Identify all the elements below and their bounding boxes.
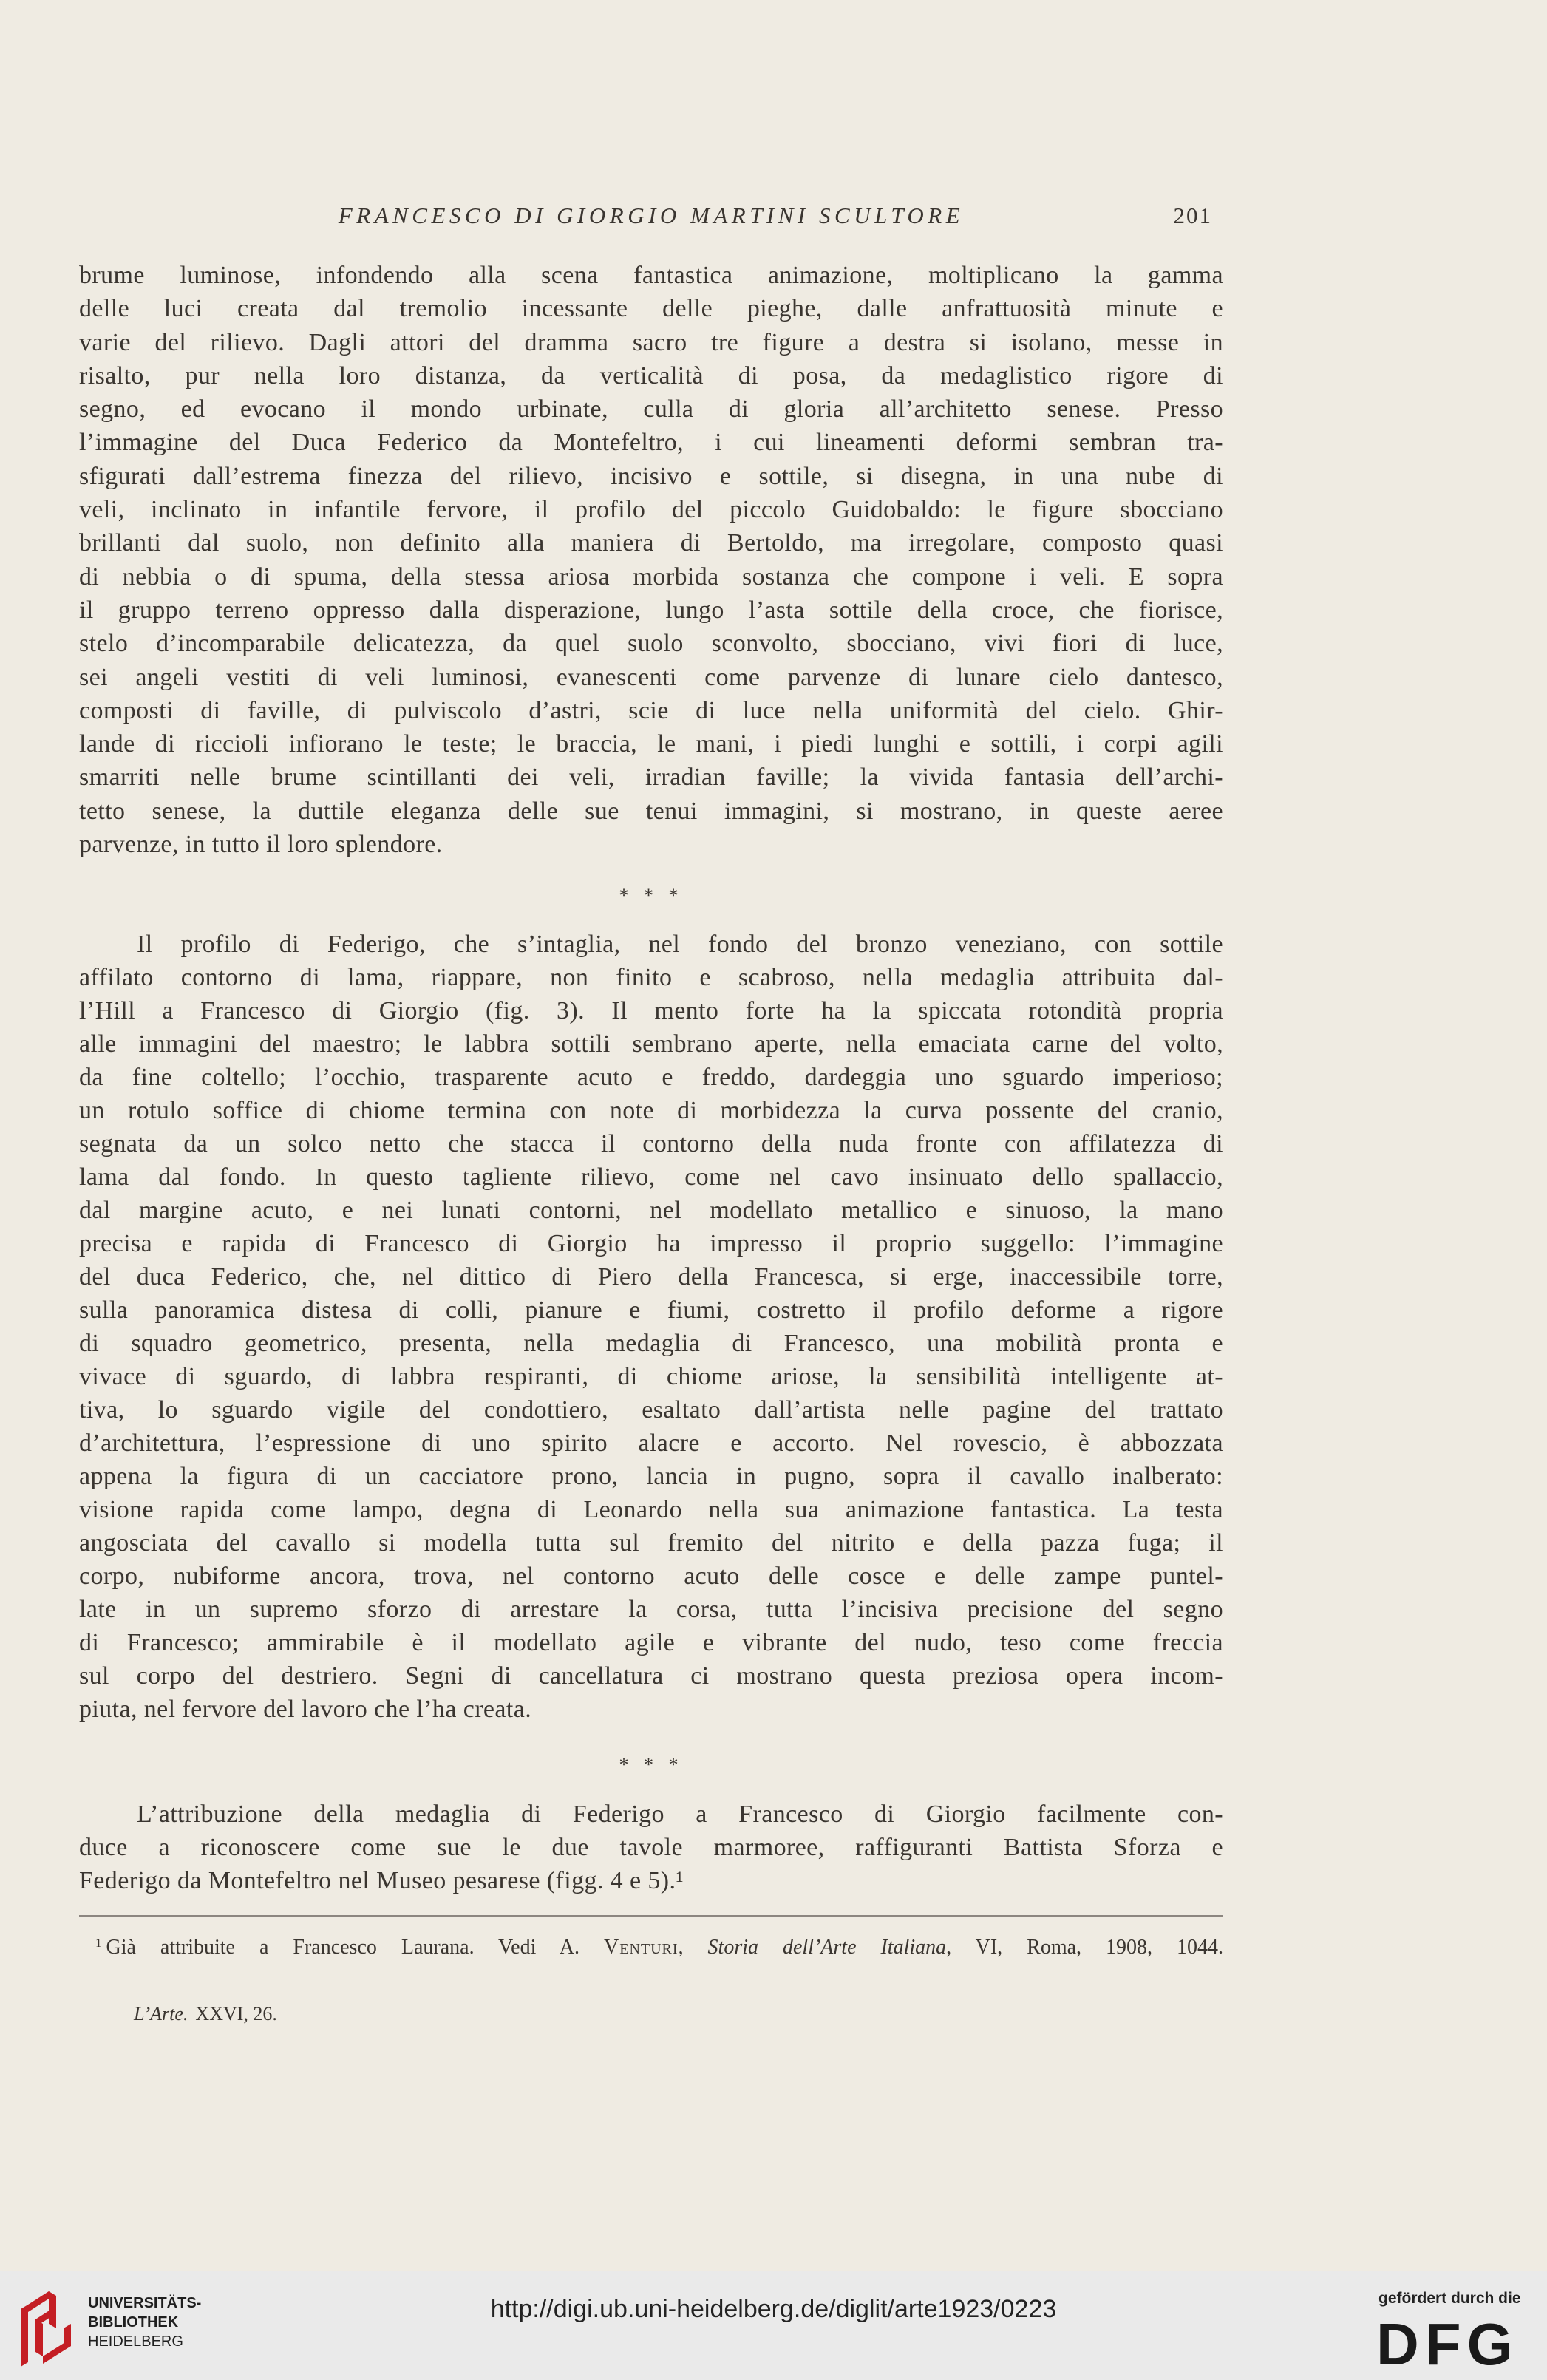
text-line: Il profilo di Federigo, che s’intaglia, nel fondo del bronzo veneziano, con sottile	[137, 931, 1223, 958]
text-line: lande di riccioli infiorano le teste; le braccia, le mani, i piedi lunghi e sottili, i corpi agili	[79, 730, 1223, 758]
text-line: sulla panoramica distesa di colli, pianure e fiumi, costretto il profilo deforme a rigore	[79, 1296, 1223, 1324]
footnote-text: Già attribuite a Francesco Laurana. Vedi A.	[106, 1936, 605, 1959]
text-line: parvenze, in tutto il loro splendore.	[79, 831, 443, 859]
footnote-author: Venturi	[604, 1936, 679, 1959]
text-line: L’attribuzione della medaglia di Federigo a Francesco di Giorgio facilmente con-	[137, 1801, 1223, 1828]
library-name-line: UNIVERSITÄTS-	[88, 2295, 202, 2311]
footnote-rule	[79, 1915, 1223, 1917]
text-line: del duca Federico, che, nel dittico di Piero della Francesca, si erge, inaccessibile torre,	[79, 1263, 1223, 1291]
text-line: angosciata del cavallo si modella tutta sul fremito del nitrito e della pazza fuga; il	[79, 1529, 1223, 1557]
text-line: segnata da un solco netto che stacca il contorno della nuda fronte con affilatezza di	[79, 1130, 1223, 1157]
footnote-marker: 1	[95, 1936, 102, 1950]
paragraph	[79, 928, 1223, 1726]
text-line: di Francesco; ammirabile è il modellato agile e vibrante del nudo, teso come freccia	[79, 1629, 1223, 1656]
text-line: sfigurati dall’estrema finezza del rilievo, incisivo e sottile, si disegna, in una nube di	[79, 462, 1223, 490]
text-line: composti di faville, di pulviscolo d’astri, scie di luce nella uniformità del cielo. Ghir-	[79, 696, 1223, 724]
text-line: il gruppo terreno oppresso dalla disperazione, lungo l’asta sottile della croce, che fiorisce,	[79, 596, 1223, 624]
text-line: risalto, pur nella loro distanza, da verticalità di posa, da medaglistico rigore di	[79, 361, 1223, 390]
text-line: delle luci creata dal tremolio incessante delle pieghe, dalle anfrattuosità minute e	[79, 295, 1223, 323]
text-line: segno, ed evocano il mondo urbinate, culla di gloria all’architetto senese. Presso	[79, 395, 1223, 424]
text-line: Federigo da Montefeltro nel Museo pesarese (figg. 4 e 5).¹	[79, 1867, 684, 1894]
permalink-url[interactable]: http://digi.ub.uni-heidelberg.de/diglit/arte1923/0223	[490, 2295, 1057, 2323]
journal-name: L’Arte.	[134, 2003, 188, 2024]
footnote-text: , VI, Roma, 1908, 1044.	[946, 1936, 1223, 1959]
text-line: affilato contorno di lama, riappare, non finito e scabroso, nella medaglia attribuita dal-	[79, 964, 1223, 991]
text-line: lama dal fondo. In questo tagliente rilievo, come nel cavo insinuato dello spallaccio,	[79, 1163, 1223, 1191]
dfg-logo: DFG	[1376, 2311, 1519, 2377]
text-line: smarriti nelle brume scintillanti dei veli, irradian faville; la vivida fantasia dell’archi-	[79, 764, 1223, 792]
section-separator: * * *	[619, 1754, 684, 1775]
journal-issue: XXVI, 26.	[195, 2003, 277, 2024]
text-line: tiva, lo sguardo vigile del condottiero, esaltato dall’artista nelle pagine del trattato	[79, 1396, 1223, 1424]
text-line: precisa e rapida di Francesco di Giorgio ha impresso il proprio suggello: l’immagine	[79, 1230, 1223, 1257]
library-name-line: BIBLIOTHEK	[88, 2314, 179, 2330]
text-line: stelo d’incomparabile delicatezza, da quel suolo sconvolto, sbocciano, vivi fiori di luce,	[79, 630, 1223, 658]
digitization-footer	[0, 2271, 1547, 2380]
text-line: corpo, nubiforme ancora, trova, nel contorno acuto delle cosce e delle zampe puntel-	[79, 1563, 1223, 1590]
text-line: un rotulo soffice di chiome termina con note di morbidezza la curva possente del cranio,	[79, 1097, 1223, 1124]
text-line: tetto senese, la duttile eleganza delle sue tenui immagini, si mostrano, in queste aeree	[79, 797, 1223, 825]
text-line: duce a riconoscere come sue le due tavole marmoree, raffiguranti Battista Sforza e	[79, 1834, 1223, 1861]
text-line: piuta, nel fervore del lavoro che l’ha creata.	[79, 1696, 532, 1723]
section-separator: * * *	[619, 885, 684, 906]
text-line: vivace di sguardo, di labbra respiranti, di chiome ariose, la sensibilità intelligente at-	[79, 1363, 1223, 1390]
text-line: late in un supremo sforzo di arrestare la corsa, tutta l’incisiva precisione del segno	[79, 1596, 1223, 1623]
text-line: d’architettura, l’espressione di uno spirito alacre e accorto. Nel rovescio, è abbozzata	[79, 1429, 1223, 1457]
text-line: di squadro geometrico, presenta, nella medaglia di Francesco, una mobilità pronta e	[79, 1330, 1223, 1357]
footnote-title: Storia dell’Arte Italiana	[707, 1936, 947, 1959]
footnote	[79, 1933, 1223, 1962]
text-line: sei angeli vestiti di veli luminosi, evanescenti come parvenze di lunare cielo dantesco,	[79, 663, 1223, 691]
text-line: da fine coltello; l’occhio, trasparente acuto e freddo, dardeggia uno sguardo imperioso;	[79, 1064, 1223, 1091]
text-line: varie del rilievo. Dagli attori del dramma sacro tre figure a destra si isolano, messe in	[79, 328, 1223, 356]
funding-label: gefördert durch die	[1378, 2290, 1521, 2307]
text-line: brillanti dal suolo, non definito alla maniera di Bertoldo, ma irregolare, composto quasi	[79, 529, 1223, 557]
page-number: 201	[1173, 203, 1212, 228]
text-line: l’immagine del Duca Federico da Montefeltro, i cui lineamenti deformi sembran tra-	[79, 429, 1223, 457]
paragraph	[79, 259, 1223, 861]
library-name-line: HEIDELBERG	[88, 2333, 183, 2350]
footnote-text: ,	[678, 1936, 708, 1959]
signature-mark	[134, 2001, 277, 2027]
text-line: sul corpo del destriero. Segni di cancellatura ci mostrano questa preziosa opera incom-	[79, 1662, 1223, 1690]
text-line: visione rapida come lampo, degna di Leonardo nella sua animazione fantastica. La testa	[79, 1496, 1223, 1523]
text-line: brume luminose, infondendo alla scena fantastica animazione, moltiplicano la gamma	[79, 262, 1223, 289]
running-head-title: FRANCESCO DI GIORGIO MARTINI SCULTORE	[338, 203, 965, 228]
text-line: dal margine acuto, e nei lunati contorni, nel modellato metallico e sinuoso, la mano	[79, 1197, 1223, 1224]
text-line: appena la figura di un cacciatore prono, lancia in pugno, sopra il cavallo inalberato:	[79, 1463, 1223, 1490]
paragraph	[79, 1798, 1223, 1897]
text-line: l’Hill a Francesco di Giorgio (fig. 3). Il mento forte ha la spiccata rotondità propria	[79, 997, 1223, 1024]
text-line: alle immagini del maestro; le labbra sottili sembrano aperte, nella emaciata carne del volto,	[79, 1030, 1223, 1058]
text-line: di nebbia o di spuma, della stessa ariosa morbida sostanza che compone i veli. E sopra	[79, 562, 1223, 591]
text-line: veli, inclinato in infantile fervore, il profilo del piccolo Guidobaldo: le figure sbocciano	[79, 496, 1223, 524]
